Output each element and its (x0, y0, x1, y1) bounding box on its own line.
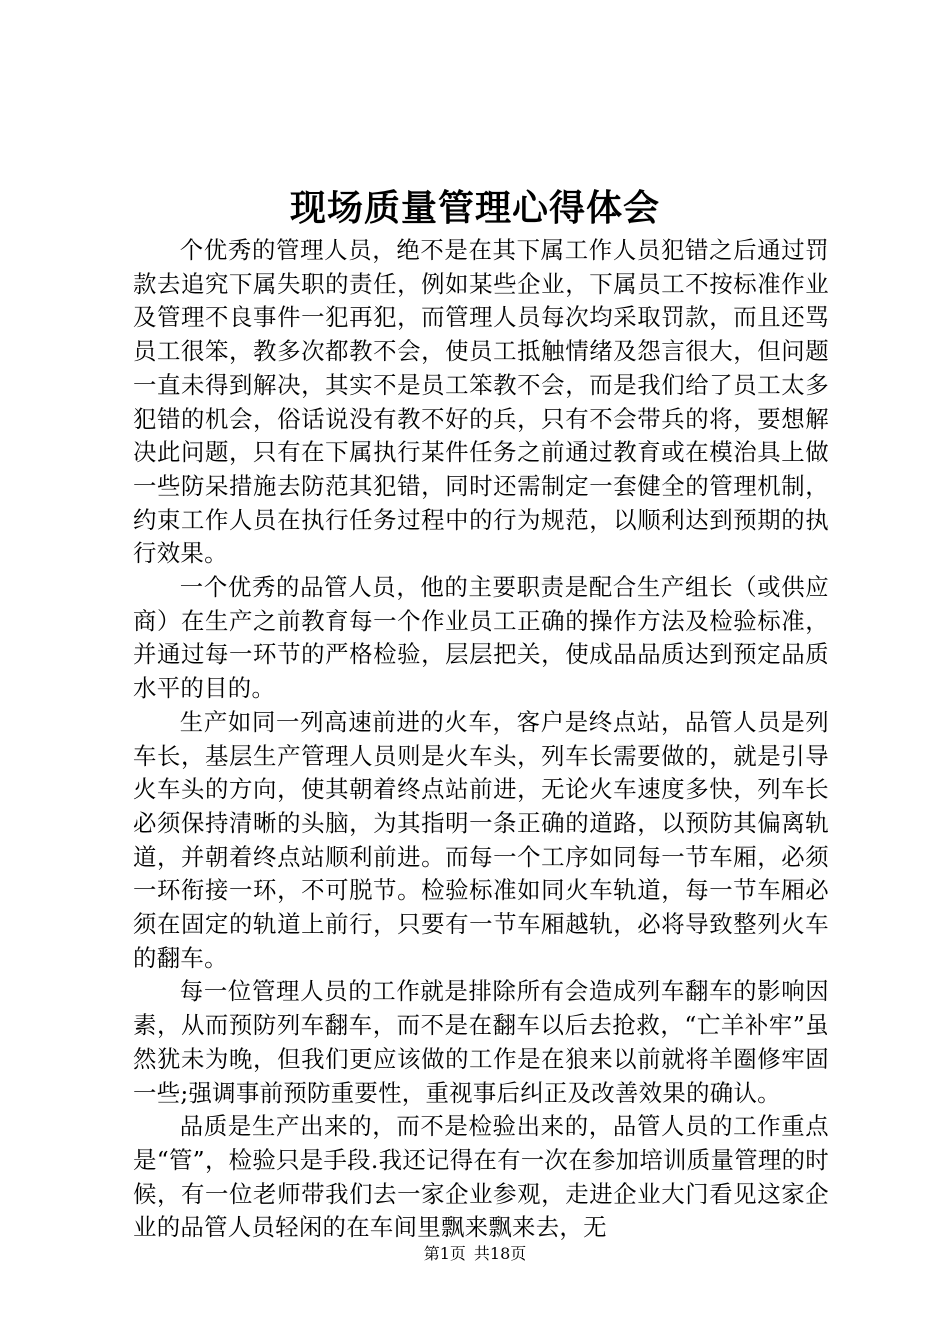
document-title: 现场质量管理心得体会 (289, 188, 660, 229)
paragraph: 个优秀的管理人员，绝不是在其下属工作人员犯错之后通过罚款去追究下属失职的责任，例如某些企业，下属员工不按标准作业及管理不良事件一犯再犯，而管理人员每次均采取罚款，而且还骂员工很笨，教多次都教不会，使员工抵触情绪及怨言很大，但问题一直未得到解决，其实不是员工笨教不会，而是我们给了员工太多犯错的机会，俗话说没有教不好的兵，只有不会带兵的将，要想解决此问题，只有在下属执行某件任务之前通过教育或在模治具上做一些防呆措施去防范其犯错，同时还需制定一套健全的管理机制，约束工作人员在执行任务过程中的行为规范，以顺利达到预期的执行效果。 (133, 236, 829, 568)
paragraph: 每一位管理人员的工作就是排除所有会造成列车翻车的影响因素，从而预防列车翻车，而不是在翻车以后去抢救，“亡羊补牢”虽然犹未为晚，但我们更应该做的工作是在狼来以前就将羊圈修牢固一些;强调事前预防重要性，重视事后纠正及改善效果的确认。 (133, 977, 829, 1107)
page-total: 共18页 (473, 1244, 527, 1263)
paragraph: 生产如同一列高速前进的火车，客户是终点站，品管人员是列车长，基层生产管理人员则是火车头，列车长需要做的，就是引导火车头的方向，使其朝着终点站前进，无论火车速度多快，列车长必须保持清晰的头脑，为其指明一条正确的道路，以预防其偏离轨道，并朝着终点站顺利前进。而每一个工序如同每一节车厢，必须一环衔接一环，不可脱节。检验标准如同火车轨道，每一节车厢必须在固定的轨道上前行，只要有一节车厢越轨，必将导致整列火车的翻车。 (133, 707, 829, 972)
page-footer (0, 1243, 950, 1265)
document-body (133, 234, 829, 1245)
paragraph: 一个优秀的品管人员，他的主要职责是配合生产组长（或供应商）在生产之前教育每一个作业员工正确的操作方法及检验标准，并通过每一环节的严格检验，层层把关，使成品品质达到预定品质水平的目的。 (133, 573, 829, 703)
paragraph: 品质是生产出来的，而不是检验出来的，品管人员的工作重点是“管”，检验只是手段.我还记得在有一次在参加培训质量管理的时候，有一位老师带我们去一家企业参观，走进企业大门看见这家企业的品管人员轻闲的在车间里飘来飘来去，无 (133, 1112, 829, 1242)
page-number: 第1页 (423, 1244, 466, 1263)
